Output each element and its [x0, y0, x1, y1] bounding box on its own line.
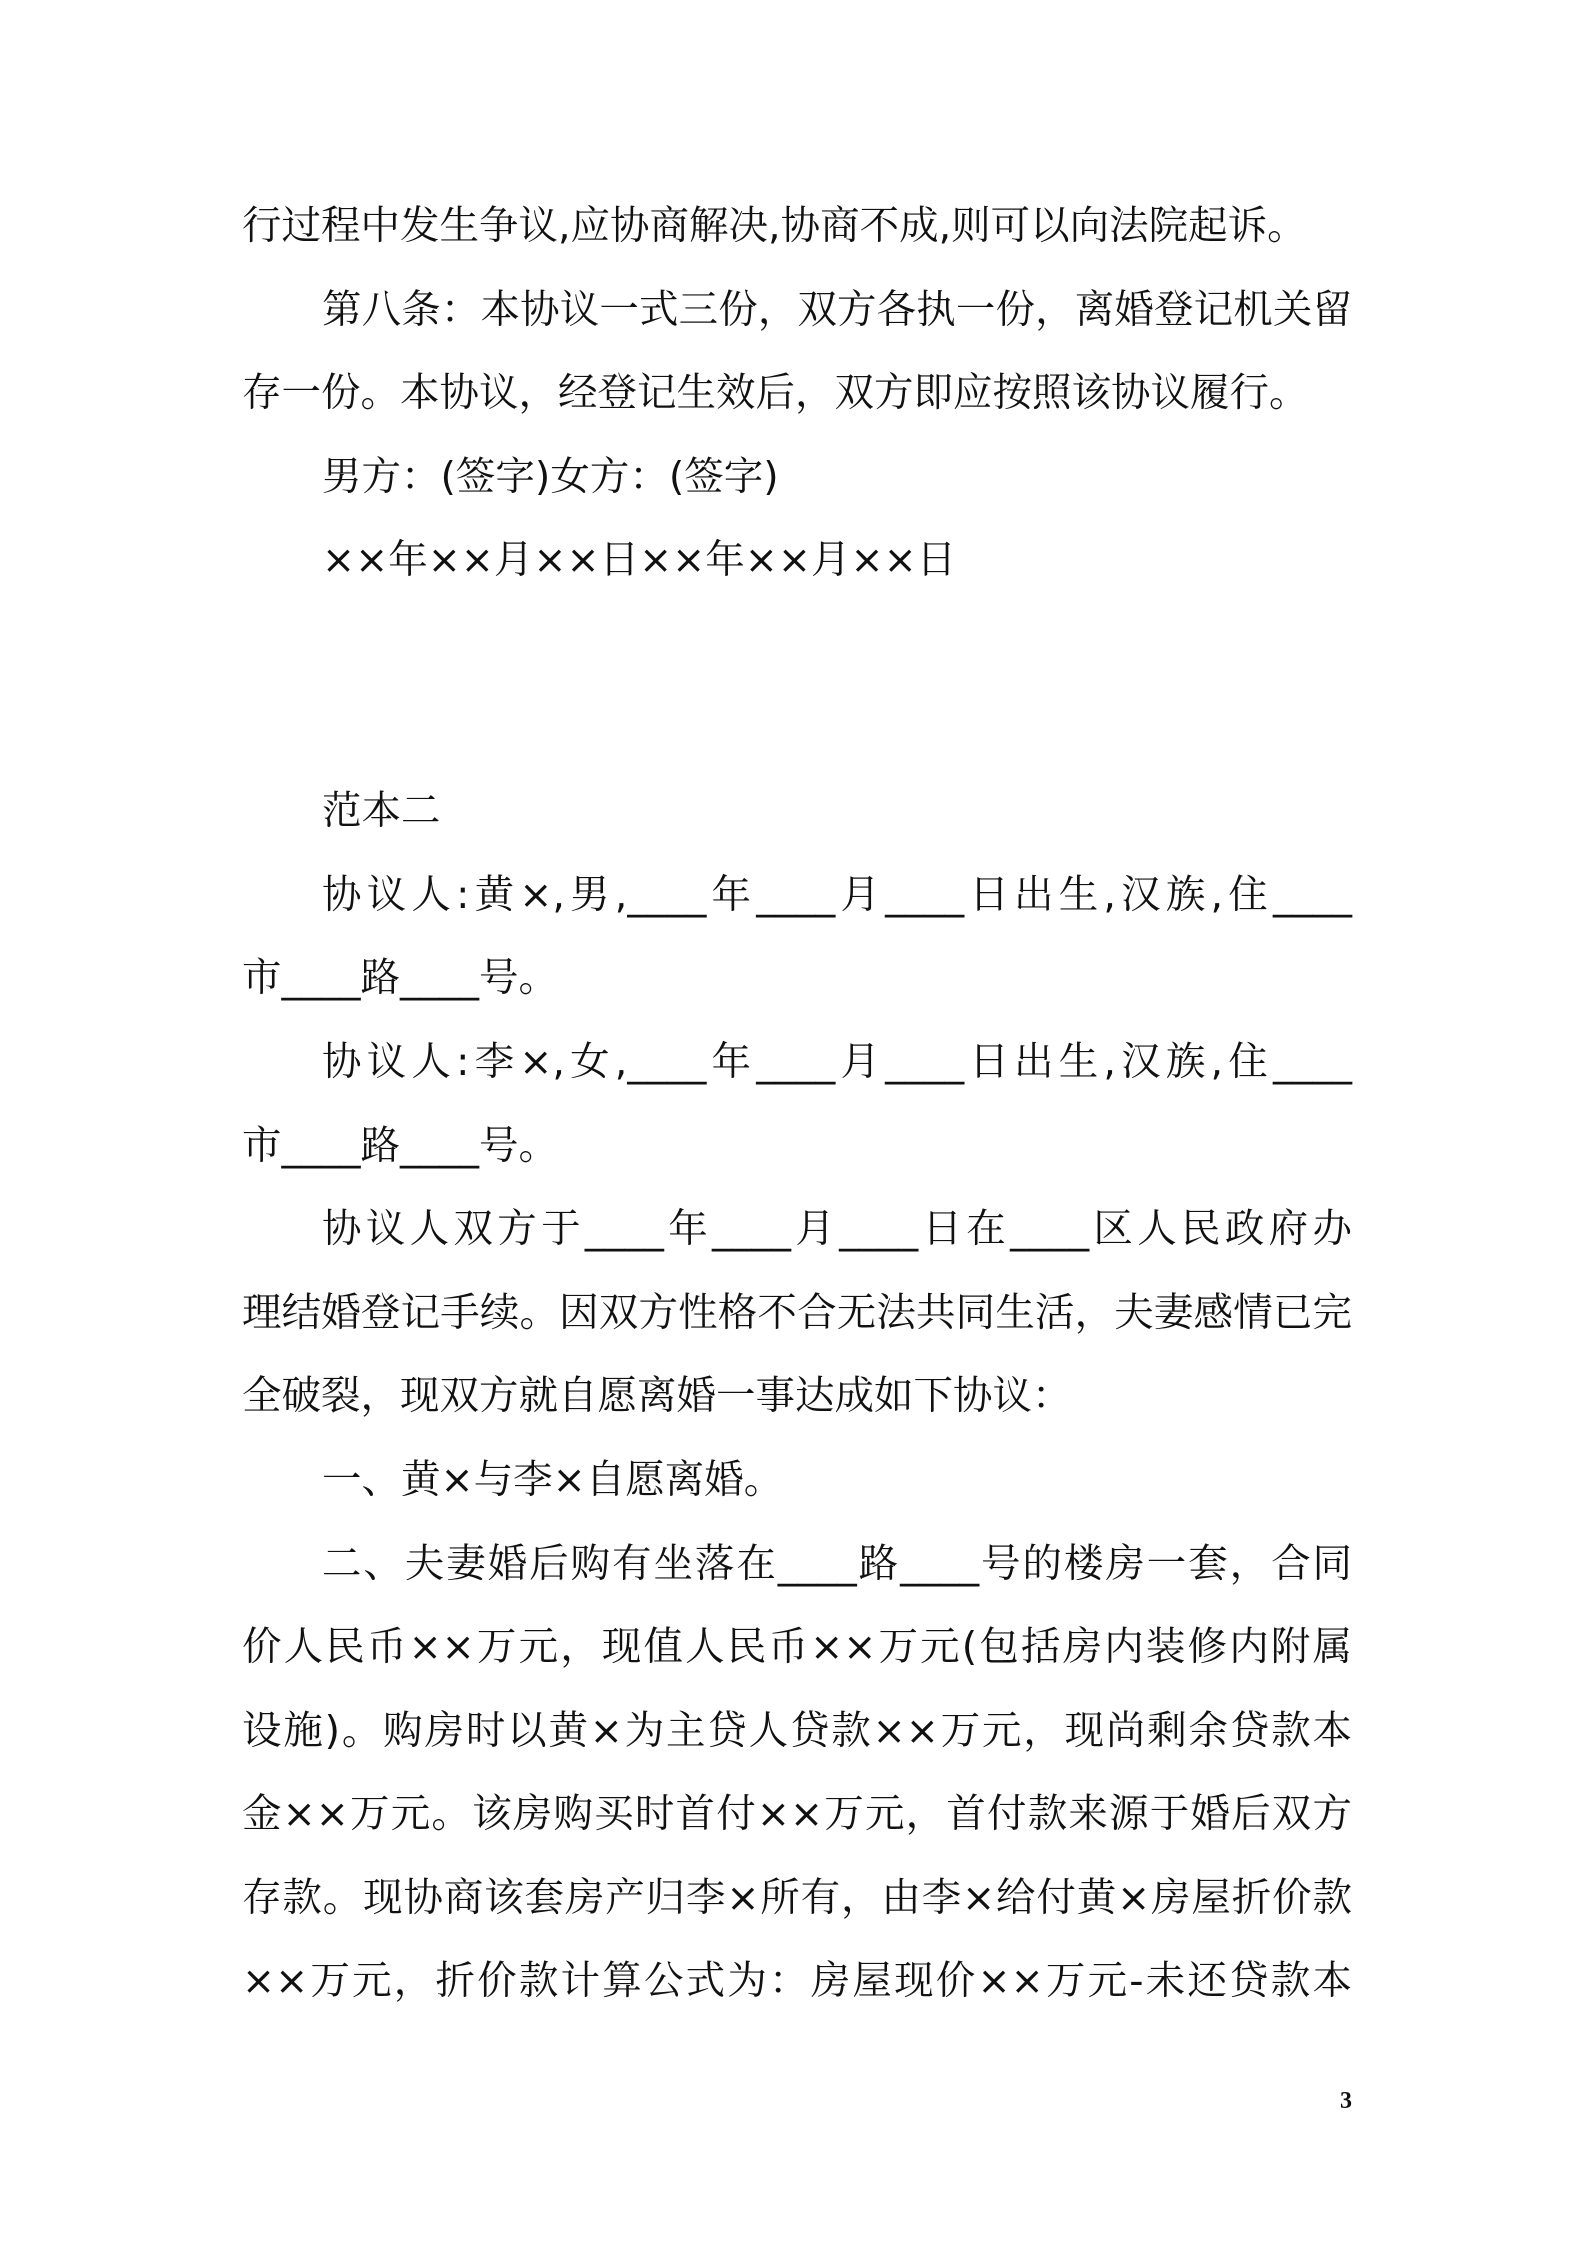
text-line-content: 协议人:黄×,男,____年____月____日出生,汉族,住____	[322, 871, 1352, 918]
text-line	[242, 1188, 1352, 1272]
text-line-content: 二、夫妻婚后购有坐落在____路____号的楼房一套，合同	[322, 1540, 1352, 1587]
paragraph-article-eight	[242, 269, 1352, 436]
text-line-content: 金××万元。该房购买时首付××万元，首付款来源于婚后双方	[242, 1791, 1352, 1838]
text-line-content: 理结婚登记手续。因双方性格不合无法共同生活，夫妻感情已完	[242, 1289, 1352, 1336]
section-heading	[242, 770, 1352, 854]
text-line	[242, 436, 1352, 520]
paragraph-preamble	[242, 1188, 1352, 1439]
section-heading-text: 范本二	[322, 788, 441, 835]
text-line-content: 一、黄×与李×自愿离婚。	[322, 1456, 784, 1503]
blank-line	[242, 603, 1352, 687]
text-line	[242, 1857, 1352, 1941]
text-line-content: ××万元，折价款计算公式为：房屋现价××万元-未还贷款本	[242, 1958, 1352, 2005]
text-line	[242, 185, 1352, 269]
text-line-content: 协议人:李×,女,____年____月____日出生,汉族,住____	[322, 1038, 1352, 1085]
text-line	[242, 1690, 1352, 1774]
paragraph-signatures	[242, 436, 1352, 520]
text-line-content: 男方：(签字)女方：(签字)	[322, 453, 779, 500]
text-line	[242, 1021, 1352, 1105]
paragraph-dates	[242, 519, 1352, 603]
text-line-content: 存款。现协商该套房产归李×所有，由李×给付黄×房屋折价款	[242, 1874, 1352, 1921]
text-line-content: 协议人双方于____年____月____日在____区人民政府办	[322, 1206, 1352, 1253]
page-number: 3	[1340, 2088, 1352, 2114]
text-line-content: 全破裂，现双方就自愿离婚一事达成如下协议：	[242, 1373, 1072, 1420]
text-line-content: 存一份。本协议，经登记生效后，双方即应按照该协议履行。	[242, 370, 1309, 417]
text-line	[242, 519, 1352, 603]
text-line	[242, 1439, 1352, 1523]
text-line	[242, 854, 1352, 938]
text-line	[242, 1105, 1352, 1189]
paragraph-party-two	[242, 1021, 1352, 1188]
text-line	[242, 1940, 1352, 2024]
text-line-content: 价人民币××万元，现值人民币××万元(包括房内装修内附属	[242, 1624, 1352, 1671]
paragraph-clause-one	[242, 1439, 1352, 1523]
text-line-content: 第八条：本协议一式三份，双方各执一份，离婚登记机关留	[322, 286, 1352, 333]
paragraph-party-one	[242, 854, 1352, 1021]
text-line	[242, 1773, 1352, 1857]
text-line-content: ××年××月××日××年××月××日	[322, 537, 957, 584]
blank-line	[242, 687, 1352, 771]
text-line-content: 市____路____号。	[242, 1122, 558, 1169]
text-line	[242, 1272, 1352, 1356]
text-line	[242, 1523, 1352, 1607]
paragraph-clause-two	[242, 1523, 1352, 2025]
text-line	[242, 1355, 1352, 1439]
text-line	[242, 937, 1352, 1021]
text-line	[242, 1606, 1352, 1690]
document-body	[242, 185, 1352, 2024]
text-line-content: 设施)。购房时以黄×为主贷人贷款××万元，现尚剩余贷款本	[242, 1707, 1352, 1754]
paragraph-dispute-clause-end	[242, 185, 1352, 269]
text-line-content: 市____路____号。	[242, 955, 558, 1002]
text-line-content: 行过程中发生争议,应协商解决,协商不成,则可以向法院起诉。	[242, 203, 1307, 249]
text-line	[242, 269, 1352, 353]
text-line	[242, 352, 1352, 436]
text-line	[242, 770, 1352, 854]
